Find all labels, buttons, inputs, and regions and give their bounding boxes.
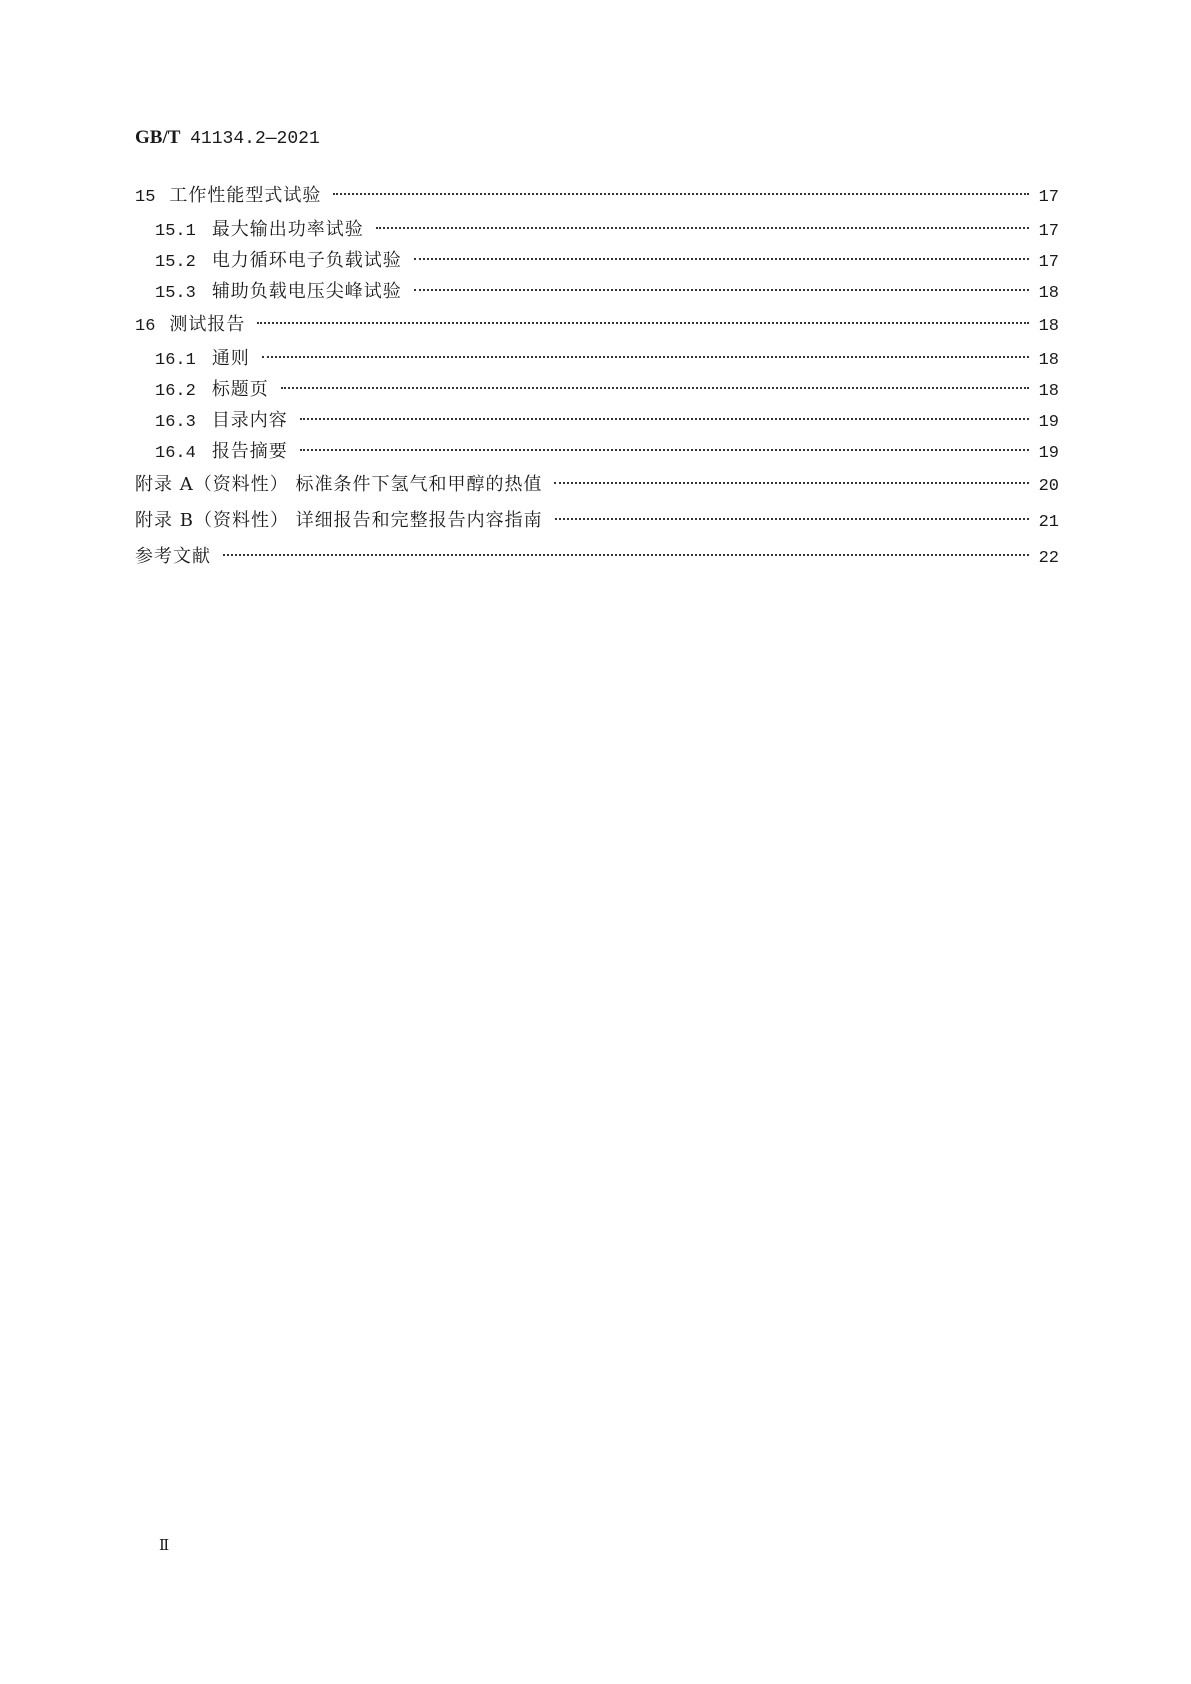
toc-entry[interactable] xyxy=(135,307,1059,343)
toc-entry-title: 最大输出功率试验 xyxy=(211,219,364,240)
toc-entry-title: 标题页 xyxy=(211,379,269,400)
toc-entry-page: 18 xyxy=(1038,351,1059,370)
page-header xyxy=(135,127,320,149)
toc-dot-leader xyxy=(281,387,1029,389)
toc-entry-page: 17 xyxy=(1038,253,1059,272)
toc-entry-page: 19 xyxy=(1038,413,1059,432)
toc-entry-title: 测试报告 xyxy=(169,314,246,335)
toc-entry-number: 15.2 xyxy=(155,253,196,272)
toc-entry-page: 19 xyxy=(1038,444,1059,463)
toc-entry-title: 通则 xyxy=(211,348,250,369)
toc-entry-title: 附录 A（资料性） 标准条件下氢气和甲醇的热值 xyxy=(135,474,543,495)
toc-entry-title: 附录 B（资料性） 详细报告和完整报告内容指南 xyxy=(135,510,543,531)
toc-entry-number: 16.1 xyxy=(155,351,196,370)
toc-entry-title: 辅助负载电压尖峰试验 xyxy=(211,281,402,302)
toc-dot-leader xyxy=(376,227,1029,229)
toc-entry-page: 17 xyxy=(1038,188,1059,207)
toc-entry-number: 16.4 xyxy=(155,444,196,463)
toc-entry-title: 参考文献 xyxy=(135,546,211,567)
toc-dot-leader xyxy=(300,449,1029,451)
page-number: Ⅱ xyxy=(159,1538,170,1554)
standard-number: 41134.2—2021 xyxy=(190,129,320,149)
toc-entry-page: 21 xyxy=(1038,513,1059,532)
toc-entry-page: 18 xyxy=(1038,284,1059,303)
toc-entry-number: 16.2 xyxy=(155,382,196,401)
toc-entry-page: 17 xyxy=(1038,222,1059,241)
standard-code: GB/T xyxy=(135,127,181,148)
toc-entry-page: 18 xyxy=(1038,382,1059,401)
toc-entry[interactable] xyxy=(135,276,1059,307)
toc-entry-number: 15.3 xyxy=(155,284,196,303)
table-of-contents xyxy=(135,178,1059,575)
toc-entry[interactable] xyxy=(135,214,1059,245)
toc-entry[interactable] xyxy=(135,539,1059,575)
toc-entry-number: 16 xyxy=(135,317,156,336)
toc-entry[interactable] xyxy=(135,374,1059,405)
toc-dot-leader xyxy=(414,258,1029,260)
toc-entry[interactable] xyxy=(135,436,1059,467)
toc-entry-title: 工作性能型式试验 xyxy=(169,185,322,206)
toc-entry-page: 20 xyxy=(1038,477,1059,496)
toc-dot-leader xyxy=(555,518,1029,520)
toc-entry-title: 报告摘要 xyxy=(211,441,288,462)
toc-dot-leader xyxy=(223,554,1029,556)
toc-dot-leader xyxy=(262,356,1029,358)
toc-entry[interactable] xyxy=(135,245,1059,276)
toc-entry-number: 15 xyxy=(135,188,156,207)
toc-dot-leader xyxy=(333,193,1029,195)
toc-entry-title: 目录内容 xyxy=(211,410,288,431)
toc-entry-page: 22 xyxy=(1038,549,1059,568)
toc-entry[interactable] xyxy=(135,343,1059,374)
toc-entry[interactable] xyxy=(135,405,1059,436)
toc-entry-page: 18 xyxy=(1038,317,1059,336)
toc-dot-leader xyxy=(257,322,1029,324)
toc-entry[interactable] xyxy=(135,503,1059,539)
toc-entry[interactable] xyxy=(135,467,1059,503)
toc-dot-leader xyxy=(414,289,1029,291)
toc-dot-leader xyxy=(300,418,1029,420)
toc-dot-leader xyxy=(554,482,1029,484)
toc-entry-number: 15.1 xyxy=(155,222,196,241)
toc-entry[interactable] xyxy=(135,178,1059,214)
toc-entry-title: 电力循环电子负载试验 xyxy=(211,250,402,271)
toc-entry-number: 16.3 xyxy=(155,413,196,432)
